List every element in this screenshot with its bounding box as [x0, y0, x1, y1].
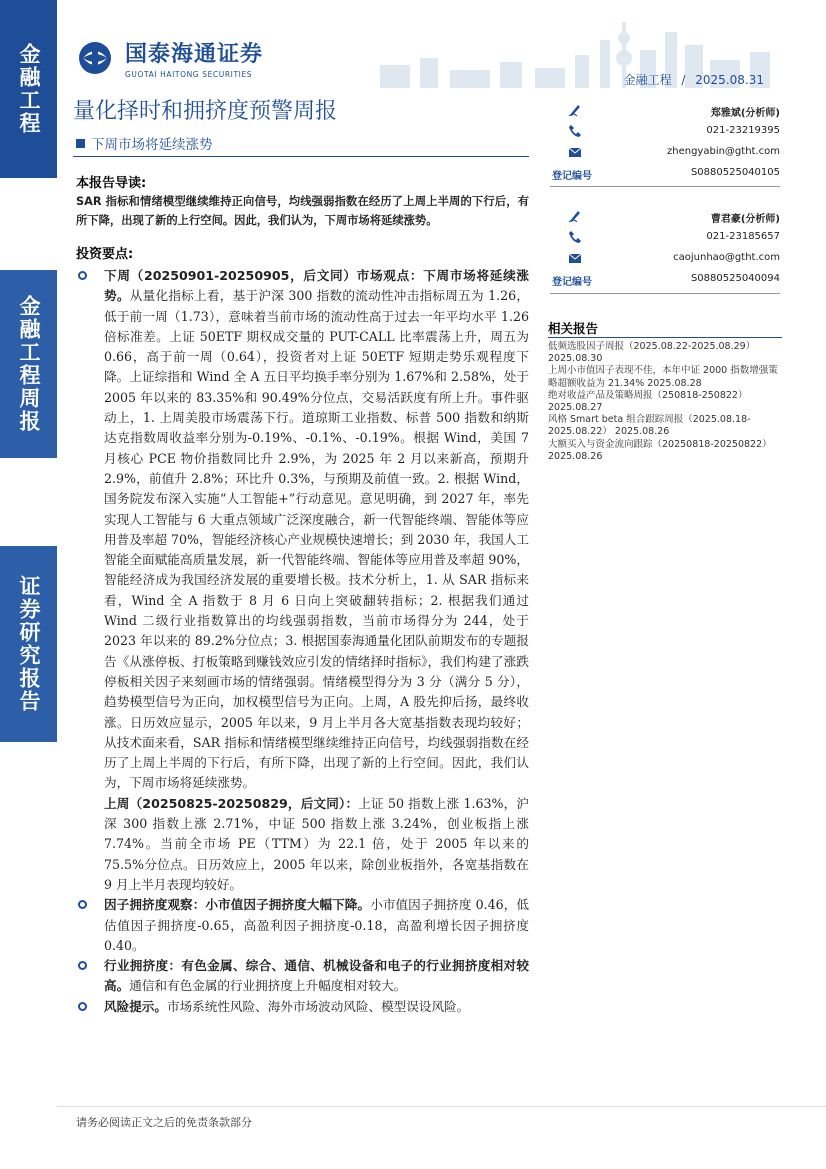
analyst-card: [550, 100, 780, 184]
point-bold: 上周（20250825-20250829，后文同）：: [104, 795, 359, 811]
logo-mark-icon: [73, 40, 117, 76]
related-reports-list: [548, 341, 784, 463]
logo-text-en: GUOTAI HAITONG SECURITIES: [125, 70, 253, 79]
phone-icon: [568, 124, 582, 138]
pen-icon: [568, 103, 582, 117]
point-item: [76, 956, 529, 997]
subtitle-divider: [73, 156, 529, 157]
points-heading: 投资要点:: [76, 247, 134, 262]
point-bold: 因子拥挤度观察：小市值因子拥挤度大幅下降。: [104, 897, 371, 913]
analyst-phone: 021-23185657: [706, 231, 780, 242]
registration-label: 登记编号: [552, 277, 592, 288]
header-date: 2025.08.31: [695, 73, 764, 87]
guide-text: SAR 指标和情绪模型继续维持正向信号，均线强弱指数在经历了上周上半周的下行后，有所下降，出现了新的上行空间。因此，我们认为，下周市场将延续涨势。: [76, 195, 529, 227]
left-sidebar: [0, 0, 57, 1169]
pen-icon: [568, 209, 582, 223]
analyst-name: 郑雅斌(分析师): [710, 108, 780, 119]
point-item: [76, 266, 529, 794]
point-text: 市场系统性风险、海外市场波动风险、模型误设风险。: [166, 998, 470, 1014]
company-logo: [73, 37, 263, 79]
registration-number: S0880525040094: [690, 273, 780, 284]
analyst-divider: [550, 186, 780, 187]
point-text: 上证 50 指数上涨 1.63%，沪深 300 指数上涨 2.71%，中证 500 指数上涨 3.24%，创业板指上涨 7.74%。当前全市场 PE（TTM）为 22.1 倍，处于 2005 年以来的 75.5%分位点。日历效应上，2005 年以来，除创业板指外，各宽基指数在 9 月上半月表现均较好。: [104, 795, 529, 892]
bullet-icon: [78, 961, 87, 970]
point-bold: 下周（20250901-20250905，后文同）市场观点：下周市场将延续涨势。: [104, 268, 529, 304]
point-bold: 行业拥挤度：有色金属、综合、通信、机械设备和电子的行业拥挤度相对较高。: [104, 958, 529, 994]
analyst-name: 曹君豪(分析师): [710, 214, 780, 225]
report-title: 量化择时和拥挤度预警周报: [73, 99, 338, 124]
phone-icon: [568, 230, 582, 244]
point-bold: 风险提示。: [104, 998, 167, 1014]
sidebar-category: 金融工程: [0, 0, 57, 178]
logo-text-cn: 国泰海通证券: [125, 42, 264, 67]
point-item: [76, 895, 529, 956]
related-reports-divider: [548, 337, 782, 338]
related-report-link[interactable]: 绝对收益产品及策略周报（250818-250822） 2025.08.27: [548, 389, 748, 414]
report-subtitle: [76, 133, 213, 153]
point-text: 小市值因子拥挤度 0.46，低估值因子拥挤度-0.65，高盈利因子拥挤度-0.18，高盈利增长因子拥挤度 0.40。: [104, 897, 529, 953]
analyst-divider: [550, 293, 780, 294]
related-report-link[interactable]: 大额买入与资金流向跟踪（20250818-20250822） 2025.08.26: [548, 438, 772, 462]
guide-heading: 本报告导读:: [76, 176, 147, 191]
sidebar-report-type: 金融工程周报: [0, 270, 57, 458]
analyst-email[interactable]: zhengyabin@gtht.com: [667, 146, 780, 157]
bullet-icon: [78, 1002, 87, 1011]
bullet-icon: [78, 271, 87, 280]
footer-divider: [57, 1106, 826, 1107]
header-category: 金融工程: [623, 73, 672, 87]
registration-number: S0880525040105: [690, 167, 780, 178]
registration-label: 登记编号: [552, 171, 592, 182]
analyst-phone: 021-23219395: [706, 125, 780, 136]
analyst-email[interactable]: caojunhao@gtht.com: [673, 252, 780, 263]
analyst-card: [550, 206, 780, 290]
related-report-link[interactable]: 低频选股因子周报（2025.08.22-2025.08.29） 2025.08.30: [548, 341, 756, 365]
point-item: [76, 997, 529, 1017]
email-icon: [568, 145, 582, 159]
investment-points: [76, 266, 529, 1017]
point-text: 通信和有色金属的行业拥挤度上升幅度相对较大。: [129, 978, 407, 994]
related-reports-title: 相关报告: [548, 321, 599, 336]
footer-disclaimer: 请务必阅读正文之后的免责条款部分: [76, 1116, 252, 1129]
related-report-link[interactable]: 风格 Smart beta 组合跟踪周报（2025.08.18-2025.08.22） 2025.08.26: [548, 414, 751, 438]
header-meta: [624, 71, 764, 88]
bullet-icon: [78, 900, 87, 909]
point-item: [76, 794, 529, 895]
related-report-link[interactable]: 上周小市值因子表现不佳，本年中证 2000 指数增强策略超额收益为 21.34% 2025.08.28: [548, 365, 778, 389]
square-bullet-icon: [76, 139, 85, 148]
point-text: 从量化指标上看，基于沪深 300 指数的流动性冲击指标周五为 1.26，低于前一周（1.73），意味着当前市场的流动性高于过去一年平均水平 1.26 倍标准差。上证 50ETF 期权成交量的 PUT-CALL 比率震荡上升，周五为 0.66，高于前一周（0.64），投资者对上证 50ETF 短期走势乐观程度下降。上证综指和 Wind 全 A 五日平均换手率分别为 1.67%和 2.58%，处于 2005 年以来的 83.35%和 90.49%分位点，交易活跃度有所上升。事件驱动上，1. 上周美股市场震荡下行。道琼斯工业指数、标普 500 指数和纳斯达克指数周收益率分别为-0.19%、-0.1%、-0.19%。根据 Wind，美国 7 月核心 PCE 物价指数同比升 2.9%，为 2025 年 2 月以来新高，预期升 2.9%，前值升 2.8%；环比升 0.3%，与预期及前值一致。2. 根据 Wind，国务院发布深入实施“人工智能+”行动意见。意见明确，到 2027 年，率先实现人工智能与 6 大重点领域广泛深度融合，新一代智能终端、智能体等应用普及率超 70%，智能经济核心产业规模快速增长；到 2030 年，我国人工智能全面赋能高质量发展，新一代智能终端、智能体等应用普及率超 90%，智能经济成为我国经济发展的重要增长极。技术分析上，1. 从 SAR 指标来看，Wind 全 A 指数于 8 月 6 日向上突破翻转指标；2. 根据我们通过 Wind 二级行业指数算出的均线强弱指数，当前市场得分为 244，处于 2023 年以来的 89.2%分位点；3. 根据国泰海通量化团队前期发布的专题报告《从涨停板、打板策略到赚钱效应引发的情绪择时指标》，我们构建了涨跌停板相关因子来刻画市场的情绪强弱。情绪模型得分为 3 分（满分 5 分），趋势模型信号为正向，加权模型信号为正向。上周，A 股先抑后扬，最终收涨。日历效应显示，2005 年以来，9 月上半月各大宽基指数表现均较好；从技术面来看，SAR 指标和情绪模型继续维持正向信号，均线强弱指数在经历了上周上半周的下行后，有所下降，出现了新的上行空间。因此，我们认为，下周市场将延续涨势。: [104, 288, 530, 791]
email-icon: [568, 251, 582, 265]
report-subtitle-text: 下周市场将延续涨势: [91, 137, 213, 153]
header-separator: /: [681, 73, 686, 87]
sidebar-report-class: 证券研究报告: [0, 546, 57, 742]
